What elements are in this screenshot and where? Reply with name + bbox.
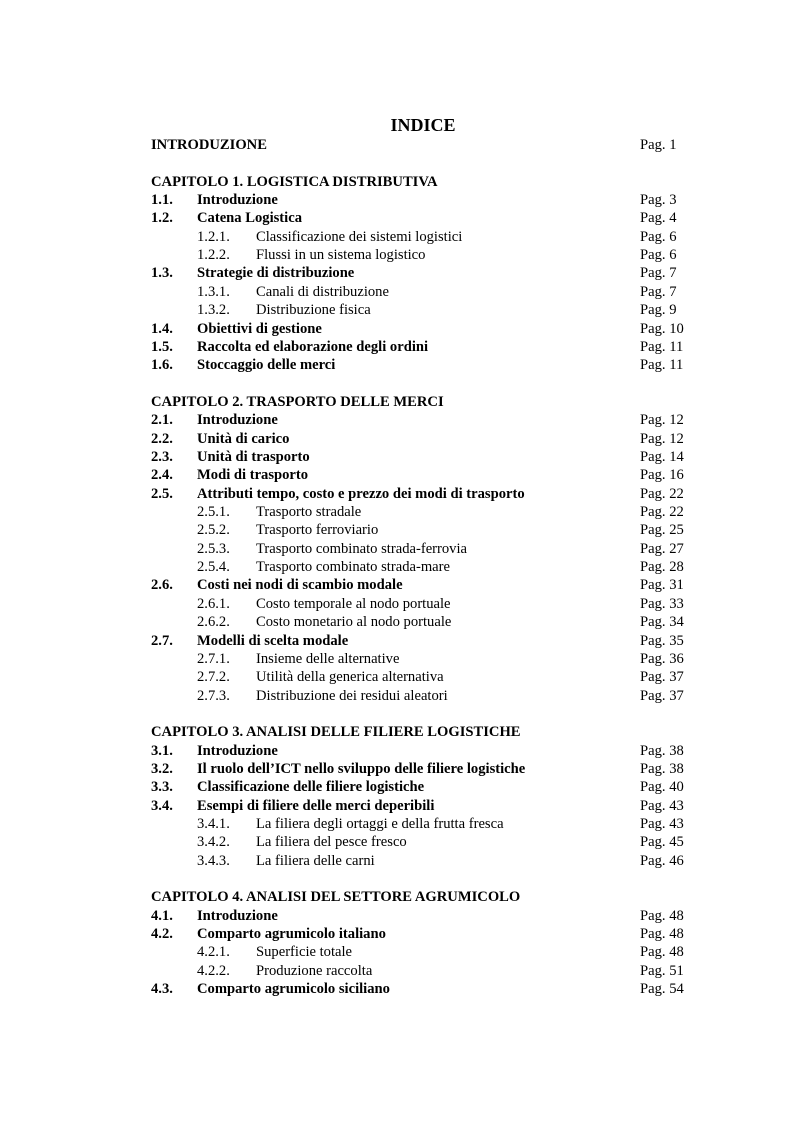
toc-chapter-heading — [151, 393, 711, 411]
toc-entry-page: Pag. 14 — [640, 449, 684, 465]
toc-section-row — [151, 632, 711, 650]
toc-section-row — [151, 356, 711, 374]
toc-entry-page: Pag. 12 — [640, 430, 684, 447]
toc-section-row — [151, 925, 711, 943]
toc-entry-label: Attributi tempo, costo e prezzo dei modi di trasporto — [197, 485, 525, 502]
toc-subsection-row — [151, 687, 711, 705]
toc-entry-number: 2.5.3. — [197, 540, 230, 557]
toc-subsection-row — [151, 595, 711, 613]
toc-entry-number: 4.2.2. — [197, 962, 230, 979]
toc-entry-label: Unità di trasporto — [197, 449, 310, 465]
toc-entry-page: Pag. 28 — [640, 559, 684, 576]
toc-entry-page: Pag. 22 — [640, 504, 684, 520]
toc-entry-page: Pag. 54 — [640, 981, 684, 998]
toc-entry-label: Esempi di filiere delle merci deperibili — [197, 797, 435, 814]
toc-section-row — [151, 466, 711, 484]
toc-chapter-heading — [151, 723, 711, 741]
toc-entry-number: 3.4.2. — [197, 834, 230, 851]
toc-entry-number: 3.1. — [151, 742, 173, 759]
toc-entry-number: 4.1. — [151, 907, 173, 924]
toc-subsection-row — [151, 521, 711, 539]
toc-section-row — [151, 338, 711, 356]
toc-entry-label: Modi di trasporto — [197, 467, 309, 484]
toc-entry-label: Costo monetario al nodo portuale — [256, 614, 452, 631]
toc-chapter-heading — [151, 173, 711, 191]
toc-entry-number: 2.1. — [151, 412, 173, 429]
toc-entry-label: Introduzione — [197, 412, 278, 429]
toc-entry-page: Pag. 7 — [640, 265, 677, 282]
toc-entry-label: Insieme delle alternative — [256, 650, 400, 667]
toc-section-row — [151, 320, 711, 338]
toc-entry-page: Pag. 46 — [640, 852, 684, 869]
toc-intro-row — [151, 136, 711, 154]
toc-entry-page: Pag. 11 — [640, 357, 684, 374]
toc-entry-label: Flussi in un sistema logistico — [256, 247, 426, 264]
toc-entry-page: Pag. 33 — [640, 595, 684, 612]
toc-entry-number: 4.2. — [151, 926, 173, 943]
toc-entry-page: Pag. 9 — [640, 302, 677, 319]
toc-subsection-row — [151, 962, 711, 980]
toc-section-row — [151, 797, 711, 815]
toc-entry-label: Catena Logistica — [197, 210, 302, 227]
chapter-title: CAPITOLO 2. TRASPORTO DELLE MERCI — [151, 393, 444, 410]
toc-entry-label: Stoccaggio delle merci — [197, 357, 336, 374]
toc-entry-label: Canali di distribuzione — [256, 283, 389, 300]
toc-section-row — [151, 264, 711, 282]
toc-entry-page: Pag. 10 — [640, 320, 684, 337]
chapter-title: CAPITOLO 1. LOGISTICA DISTRIBUTIVA — [151, 173, 438, 190]
toc-subsection-row — [151, 815, 711, 833]
toc-subsection-row — [151, 540, 711, 558]
toc-entry-label: Comparto agrumicolo siciliano — [197, 981, 390, 998]
toc-section-row — [151, 760, 711, 778]
toc-entry-page: Pag. 40 — [640, 779, 684, 796]
toc-entry-label: Trasporto stradale — [256, 504, 362, 520]
toc-section-row — [151, 191, 711, 209]
toc-entry-label: Strategie di distribuzione — [197, 265, 355, 282]
toc-section-row — [151, 209, 711, 227]
toc-section-row — [151, 430, 711, 448]
toc-entry-number: 2.4. — [151, 467, 173, 484]
toc-entry-number: 2.7.3. — [197, 687, 230, 704]
toc-entry-number: 2.6.1. — [197, 595, 230, 612]
toc-entry-number: 3.4.3. — [197, 852, 230, 869]
toc-chapter-heading — [151, 888, 711, 906]
toc-entry-page: Pag. 27 — [640, 540, 684, 557]
toc-entry-number: 3.3. — [151, 779, 173, 796]
toc-subsection-row — [151, 283, 711, 301]
toc-entry-page: Pag. 45 — [640, 834, 684, 851]
toc-entry-number: 2.5.4. — [197, 559, 230, 576]
toc-subsection-row — [151, 943, 711, 961]
toc-entry-number: 2.3. — [151, 449, 173, 465]
toc-entry-number: 1.1. — [151, 192, 173, 208]
toc-entry-page: Pag. 48 — [640, 907, 684, 924]
toc-entry-page: Pag. 37 — [640, 687, 684, 704]
toc-entry-number: 4.3. — [151, 981, 173, 998]
toc-entry-number: 1.5. — [151, 338, 173, 355]
page-title: INDICE — [390, 115, 456, 135]
toc-subsection-row — [151, 301, 711, 319]
toc-entry-number: 1.2.1. — [197, 228, 230, 245]
toc-entry-number: 2.7.1. — [197, 650, 230, 667]
toc-entry-label: Costi nei nodi di scambio modale — [197, 577, 403, 594]
toc-section-row — [151, 576, 711, 594]
toc-entry-number: 3.4.1. — [197, 816, 230, 832]
toc-entry-page: Pag. 7 — [640, 283, 677, 300]
toc-entry-label: INTRODUZIONE — [151, 137, 267, 153]
toc-entry-number: 3.4. — [151, 797, 173, 814]
toc-subsection-row — [151, 503, 711, 521]
toc-entry-number: 1.3.2. — [197, 302, 230, 319]
toc-entry-label: Utilità della generica alternativa — [256, 669, 444, 686]
toc-entry-number: 3.2. — [151, 760, 173, 777]
toc-section-row — [151, 742, 711, 760]
toc-section-row — [151, 778, 711, 796]
toc-entry-label: Trasporto ferroviario — [256, 522, 379, 539]
toc-entry-page: Pag. 51 — [640, 962, 684, 979]
toc-subsection-row — [151, 668, 711, 686]
toc-entry-label: Costo temporale al nodo portuale — [256, 595, 451, 612]
toc-entry-number: 2.5. — [151, 485, 173, 502]
toc-entry-label: Introduzione — [197, 742, 278, 759]
toc-entry-label: Raccolta ed elaborazione degli ordini — [197, 338, 429, 355]
chapter-title: CAPITOLO 3. ANALISI DELLE FILIERE LOGISTICHE — [151, 724, 521, 741]
toc-entry-number: 1.6. — [151, 357, 173, 374]
toc-entry-number: 4.2.1. — [197, 944, 230, 961]
toc-entry-page: Pag. 22 — [640, 485, 684, 502]
toc-entry-label: Introduzione — [197, 907, 278, 924]
toc-section-row — [151, 411, 711, 429]
toc-entry-page: Pag. 6 — [640, 228, 677, 245]
toc-entry-label: Il ruolo dell’ICT nello sviluppo delle filiere logistiche — [197, 760, 526, 777]
toc-entry-number: 2.6. — [151, 577, 173, 594]
toc-entry-page: Pag. 31 — [640, 577, 684, 594]
toc-entry-number: 1.2. — [151, 210, 173, 227]
toc-entry-page: Pag. 48 — [640, 926, 684, 943]
toc-entry-number: 1.3. — [151, 265, 173, 282]
toc-entry-page: Pag. 12 — [640, 412, 684, 429]
toc-entry-label: Distribuzione dei residui aleatori — [256, 687, 448, 704]
toc-entry-number: 2.6.2. — [197, 614, 230, 631]
toc-entry-number: 2.2. — [151, 430, 173, 447]
toc-entry-label: Distribuzione fisica — [256, 302, 371, 319]
toc-subsection-row — [151, 613, 711, 631]
toc-entry-label: Trasporto combinato strada-mare — [256, 559, 450, 576]
toc-subsection-row — [151, 852, 711, 870]
toc-entry-label: Unità di carico — [197, 430, 290, 447]
toc-entry-label: Introduzione — [197, 192, 278, 208]
toc-entry-label: Comparto agrumicolo italiano — [197, 926, 386, 943]
toc-section-row — [151, 485, 711, 503]
toc-entry-label: La filiera degli ortaggi e della frutta fresca — [256, 816, 504, 832]
toc-section-row — [151, 907, 711, 925]
toc-entry-page: Pag. 43 — [640, 797, 684, 814]
toc-entry-page: Pag. 35 — [640, 632, 684, 649]
toc-entry-page: Pag. 4 — [640, 210, 677, 227]
toc-entry-label: La filiera delle carni — [256, 852, 375, 869]
toc-entry-label: La filiera del pesce fresco — [256, 834, 407, 851]
toc-subsection-row — [151, 228, 711, 246]
toc-entry-page: Pag. 48 — [640, 944, 684, 961]
toc-entry-page: Pag. 37 — [640, 669, 684, 686]
toc-entry-label: Classificazione delle filiere logistiche — [197, 779, 425, 796]
toc-entry-page: Pag. 34 — [640, 614, 684, 631]
toc-entry-label: Superficie totale — [256, 944, 353, 961]
toc-entry-page: Pag. 25 — [640, 522, 684, 539]
chapter-title: CAPITOLO 4. ANALISI DEL SETTORE AGRUMICOLO — [151, 889, 521, 906]
toc-entry-number: 1.2.2. — [197, 247, 230, 264]
toc-subsection-row — [151, 246, 711, 264]
toc-section-row — [151, 448, 711, 466]
toc-entry-number: 2.7.2. — [197, 669, 230, 686]
toc-entry-label: Modelli di scelta modale — [197, 632, 349, 649]
toc-entry-label: Trasporto combinato strada-ferrovia — [256, 540, 468, 557]
toc-entry-number: 2.5.1. — [197, 504, 230, 520]
toc-entry-label: Classificazione dei sistemi logistici — [256, 228, 463, 245]
toc-entry-page: Pag. 1 — [640, 137, 677, 153]
toc-entry-number: 2.7. — [151, 632, 173, 649]
toc-entry-page: Pag. 11 — [640, 338, 684, 355]
toc-entry-page: Pag. 43 — [640, 816, 684, 832]
toc-subsection-row — [151, 833, 711, 851]
toc-subsection-row — [151, 558, 711, 576]
toc-entry-number: 1.4. — [151, 320, 173, 337]
toc-entry-page: Pag. 36 — [640, 650, 684, 667]
toc-subsection-row — [151, 650, 711, 668]
toc-entry-page: Pag. 38 — [640, 760, 684, 777]
toc-entry-label: Produzione raccolta — [256, 962, 373, 979]
toc-entry-number: 1.3.1. — [197, 283, 230, 300]
toc-entry-page: Pag. 6 — [640, 247, 677, 264]
toc-entry-label: Obiettivi di gestione — [197, 320, 322, 337]
toc-entry-number: 2.5.2. — [197, 522, 230, 539]
toc-entry-page: Pag. 3 — [640, 192, 677, 208]
toc-section-row — [151, 980, 711, 998]
toc-entry-page: Pag. 38 — [640, 742, 684, 759]
toc-entry-page: Pag. 16 — [640, 467, 684, 484]
